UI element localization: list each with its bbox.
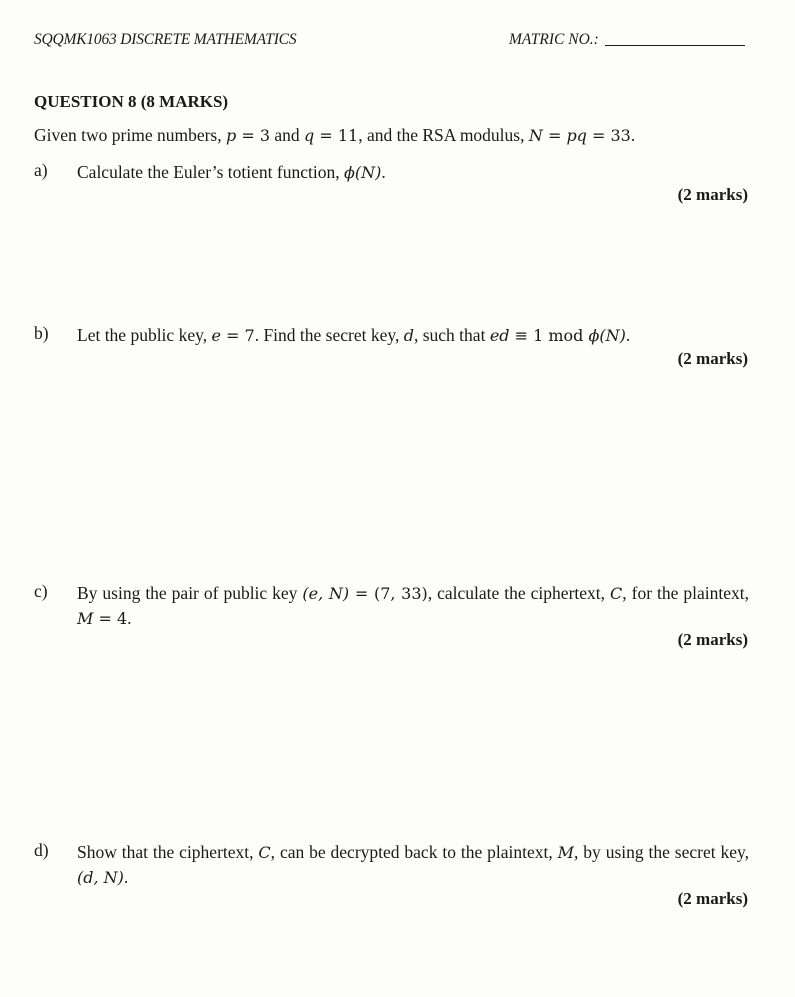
part-d-marks: (2 marks) xyxy=(677,889,748,908)
part-c xyxy=(34,581,749,631)
part-a-label: a) xyxy=(34,160,48,180)
part-a-marks: (2 marks) xyxy=(677,185,748,204)
question-intro: Given two prime numbers, p = 3 and q = 11, and the RSA modulus, N = pq = 33. xyxy=(34,125,636,145)
part-a xyxy=(34,160,749,185)
course-header: SQQMK1063 DISCRETE MATHEMATICS xyxy=(34,31,297,48)
part-d-text: Show that the ciphertext, C, can be decrypted back to the plaintext, M, by using the secret key, (d, N). xyxy=(77,842,749,887)
part-a-text: Calculate the Euler’s totient function, ϕ(N). xyxy=(77,162,386,182)
matric-label: MATRIC NO.: xyxy=(509,31,599,48)
part-d-label: d) xyxy=(34,840,49,860)
part-d xyxy=(34,840,749,890)
matric-number-field xyxy=(509,31,745,49)
matric-blank-line xyxy=(605,45,745,46)
part-c-text: By using the pair of public key (e, N) = (7, 33), calculate the ciphertext, C, for the plaintext, M = 4. xyxy=(77,583,749,628)
part-b xyxy=(34,323,749,348)
part-b-text: Let the public key, e = 7. Find the secret key, d, such that ed ≡ 1 mod ϕ(N). xyxy=(77,325,631,345)
part-b-marks: (2 marks) xyxy=(677,349,748,368)
question-title: QUESTION 8 (8 MARKS) xyxy=(34,92,229,111)
part-c-marks: (2 marks) xyxy=(677,630,748,649)
part-b-label: b) xyxy=(34,323,49,343)
part-c-label: c) xyxy=(34,581,48,601)
